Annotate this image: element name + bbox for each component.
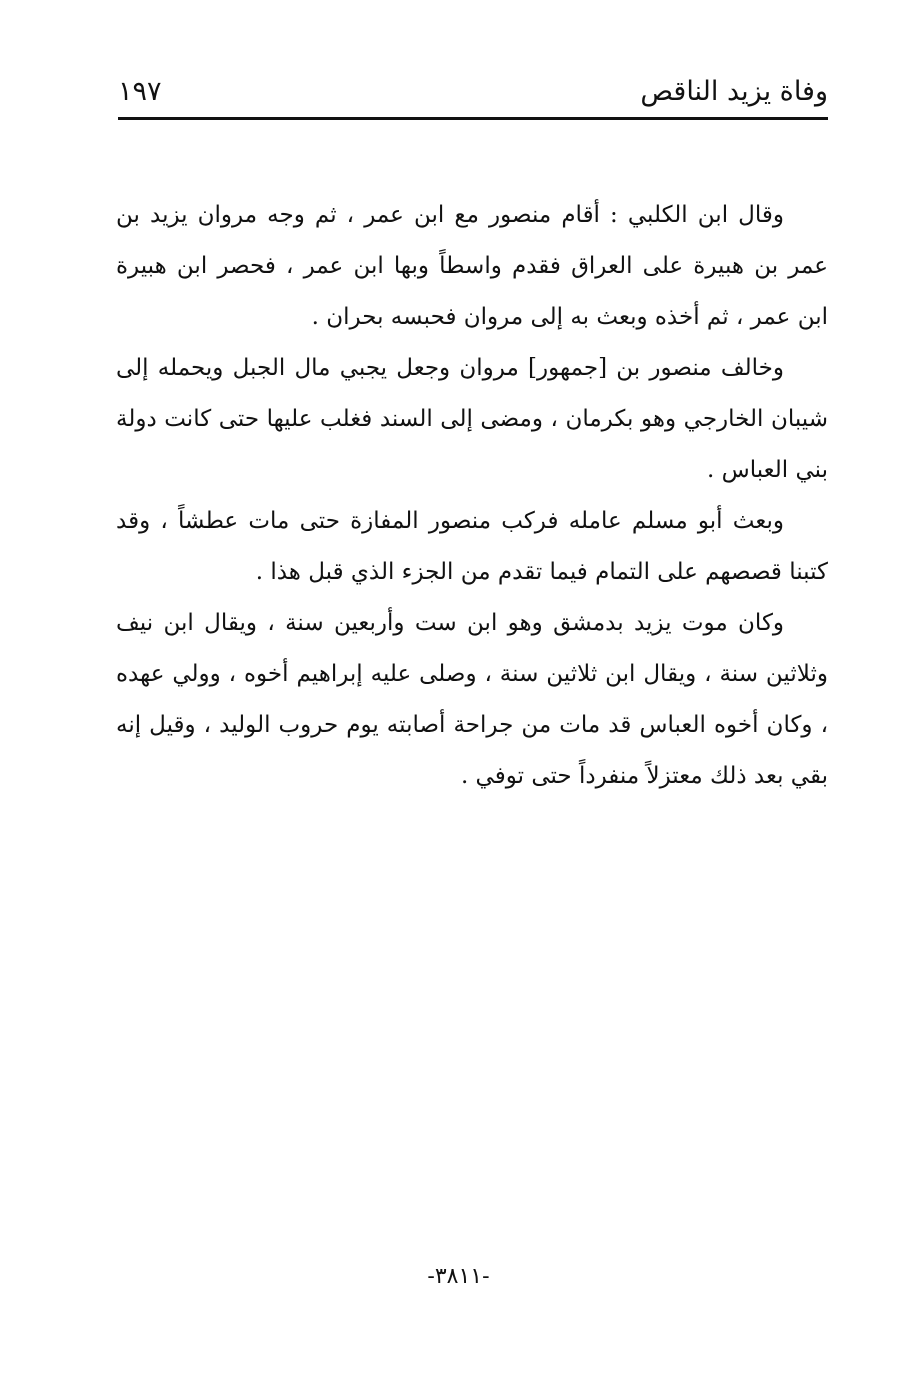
body-text [116,190,828,802]
running-title: وفاة يزيد الناقص [640,76,828,107]
paragraph-2: وخالف منصور بن [جمهور] مروان وجعل يجبي مال الجبل ويحمله إلى شيبان الخارجي وهو بكرمان ، ومضى إلى السند فغلب عليها حتى كانت دولة بني العباس . [116,355,828,483]
header-rule [118,117,828,120]
paragraph-4: وكان موت يزيد بدمشق وهو ابن ست وأربعين سنة ، ويقال ابن نيف وثلاثين سنة ، ويقال ابن ثلاثين سنة ، وصلى عليه إبراهيم أخوه ، وولي عهده ، وكان أخوه العباس قد مات من جراحة أصابته يوم حروب الوليد ، وقيل إنه بقي بعد ذلك معتزلاً منفرداً حتى توفي . [116,610,828,789]
folio-number: -٣٨١١- [427,1264,490,1289]
paragraph-1: وقال ابن الكلبي : أقام منصور مع ابن عمر ، ثم وجه مروان يزيد بن عمر بن هبيرة على العراق فقدم واسطاً وبها ابن عمر ، فحصر ابن هبيرة ابن عمر ، ثم أخذه وبعث به إلى مروان فحبسه بحران . [116,202,828,330]
paragraph-3: وبعث أبو مسلم عامله فركب منصور المفازة حتى مات عطشاً ، وقد كتبنا قصصهم على التمام فيما تقدم من الجزء الذي قبل هذا . [116,508,828,585]
page-header [118,68,828,114]
page-number: ١٩٧ [118,76,162,107]
